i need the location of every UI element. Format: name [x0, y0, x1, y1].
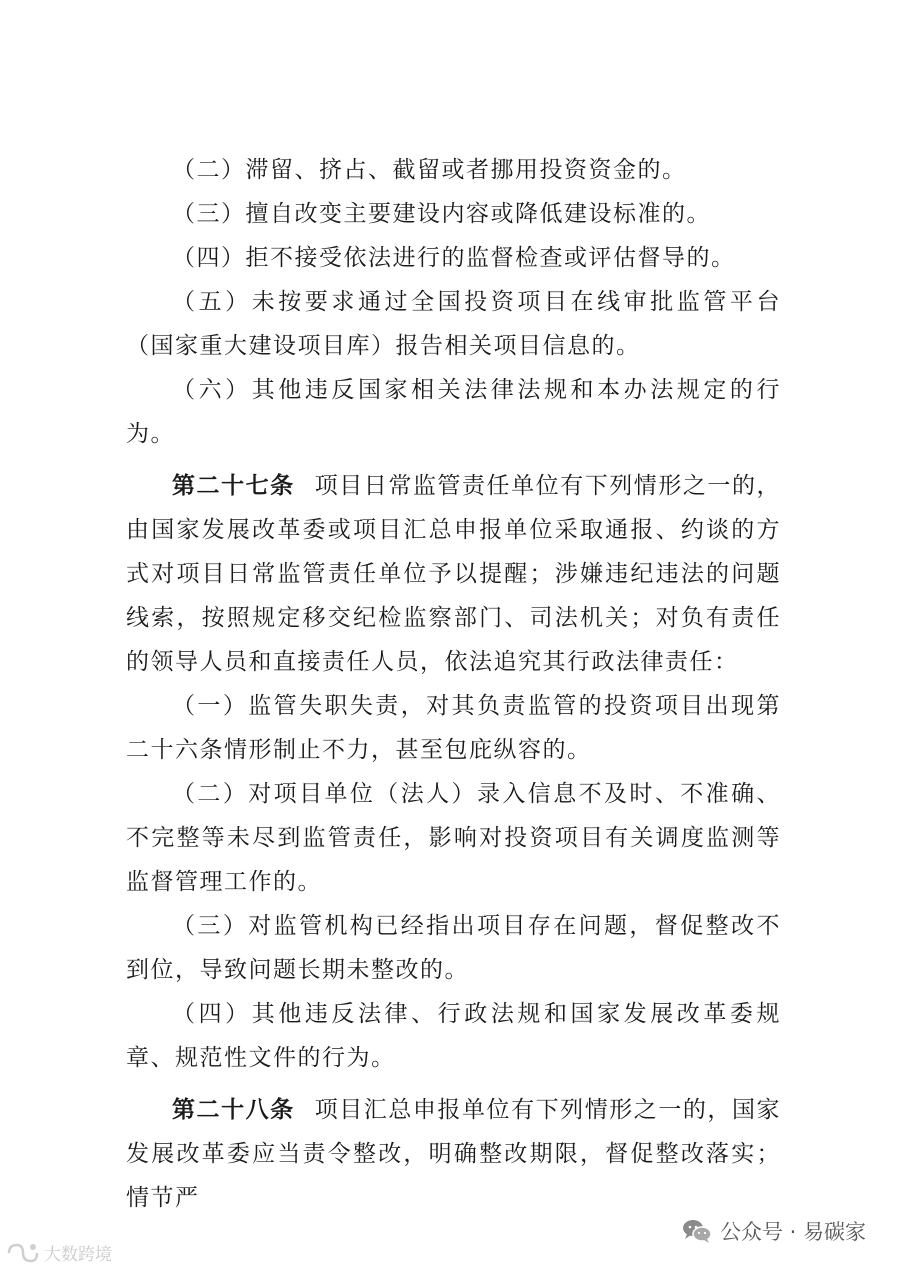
paragraph-item-4: （四）拒不接受依法进行的监督检查或评估督导的。	[172, 245, 736, 271]
article-27-label: 第二十七条	[172, 472, 295, 499]
article-28-text: 项目汇总申报单位有下列情形之一的，国家发展改革委应当责令整改，明确整改期限，督促整改落实；情节严	[126, 1097, 782, 1211]
article-28	[126, 1088, 781, 1220]
paragraph-item-5: （五）未按要求通过全国投资项目在线审批监管平台（国家重大建设项目库）报告相关项目信息的。	[126, 289, 781, 359]
article-28-label: 第二十八条	[172, 1096, 295, 1123]
watermark-text: 大数跨境	[44, 1245, 112, 1265]
document-body	[126, 148, 781, 1220]
article-27	[126, 464, 781, 684]
article-27-item-1: （一）监管失职失责，对其负责监管的投资项目出现第二十六条情形制止不力，甚至包庇纵容的。	[126, 693, 781, 763]
account-label: 公众号 · 易碳家	[719, 1220, 866, 1244]
watermark-logo-icon	[6, 1242, 40, 1264]
article-27-item-4: （四）其他违反法律、行政法规和国家发展改革委规章、规范性文件的行为。	[126, 1001, 781, 1071]
paragraph-item-6: （六）其他违反国家相关法律法规和本办法规定的行为。	[126, 377, 781, 447]
article-27-text: 项目日常监管责任单位有下列情形之一的，由国家发展改革委或项目汇总申报单位采取通报、约谈的方式对项目日常监管责任单位予以提醒；涉嫌违纪违法的问题线索，按照规定移交纪检监察部门、司法机关；对负有责任的领导人员和直接责任人员，依法追究其行政法律责任：	[126, 473, 782, 675]
article-27-item-2: （二）对项目单位（法人）录入信息不及时、不准确、不完整等未尽到监管责任，影响对投资项目有关调度监测等监督管理工作的。	[126, 781, 781, 895]
watermark-left	[6, 1240, 112, 1265]
paragraph-item-2: （二）滞留、挤占、截留或者挪用投资资金的。	[172, 157, 687, 183]
article-27-item-3: （三）对监管机构已经指出项目存在问题，督促整改不到位，导致问题长期未整改的。	[126, 913, 781, 983]
wechat-icon	[682, 1218, 712, 1244]
account-watermark	[682, 1216, 866, 1246]
paragraph-item-3: （三）擅自改变主要建设内容或降低建设标准的。	[172, 201, 711, 227]
